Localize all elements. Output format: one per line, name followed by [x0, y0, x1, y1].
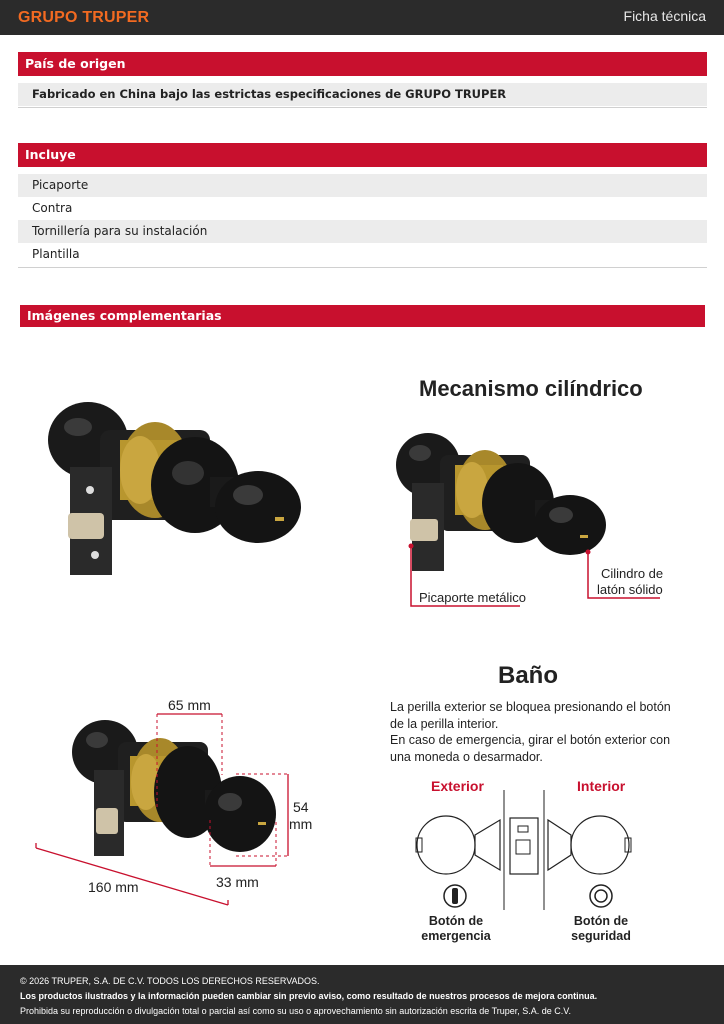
brand-logo: GRUPO TRUPER	[18, 9, 150, 26]
exterior-label: Exterior	[431, 778, 484, 794]
list-item: Tornillería para su instalación	[18, 220, 707, 243]
dim-length: 160 mm	[88, 879, 139, 895]
security-label-line2: seguridad	[571, 929, 631, 943]
dim-height-unit: mm	[289, 816, 313, 832]
dim-height-value: 54	[293, 799, 309, 815]
security-button-label	[564, 914, 638, 944]
emergency-label-line1: Botón de	[428, 914, 484, 928]
bath-title: Baño	[498, 662, 558, 689]
origin-text: Fabricado en China bajo las estrictas especificaciones de GRUPO TRUPER	[18, 83, 707, 106]
interior-label: Interior	[577, 778, 626, 794]
list-item: Contra	[32, 201, 73, 215]
footer	[0, 965, 724, 1024]
footer-prohibition: Prohibida su reproducción o divulgación total o parcial así como su uso o aprovechamiento sin autorización escrita de Truper, S.A. de C.V.	[20, 1006, 571, 1016]
section-header-origin: País de origen	[18, 52, 707, 76]
cylinder-label-line2: latón sólido	[597, 582, 663, 597]
latch-label: Picaporte metálico	[419, 590, 526, 605]
footer-copyright: © 2026 TRUPER, S.A. DE C.V. TODOS LOS DERECHOS RESERVADOS.	[20, 976, 320, 986]
footer-notice: Los productos ilustrados y la información pueden cambiar sin previo aviso, como resultado de nuestros procesos de mejora continua.	[20, 991, 598, 1001]
document-type: Ficha técnica	[623, 8, 706, 24]
dim-width: 65 mm	[168, 697, 211, 713]
cylinder-label-line1: Cilindro de	[601, 566, 664, 581]
list-item: Plantilla	[32, 247, 80, 261]
bath-desc-1: La perilla exterior se bloquea presionando el botón de la perilla interior.	[390, 700, 671, 731]
list-item: Picaporte	[18, 174, 707, 197]
emergency-button-label	[418, 914, 494, 944]
section-header-includes: Incluye	[18, 143, 707, 167]
bath-desc-2: En caso de emergencia, girar el botón exterior con una moneda o desarmador.	[390, 733, 671, 764]
section-header-images: Imágenes complementarias	[20, 305, 705, 327]
security-label-line1: Botón de	[573, 914, 629, 928]
dim-depth: 33 mm	[216, 874, 259, 890]
mechanism-title: Mecanismo cilíndrico	[419, 376, 643, 401]
emergency-label-line2: emergencia	[421, 929, 491, 943]
